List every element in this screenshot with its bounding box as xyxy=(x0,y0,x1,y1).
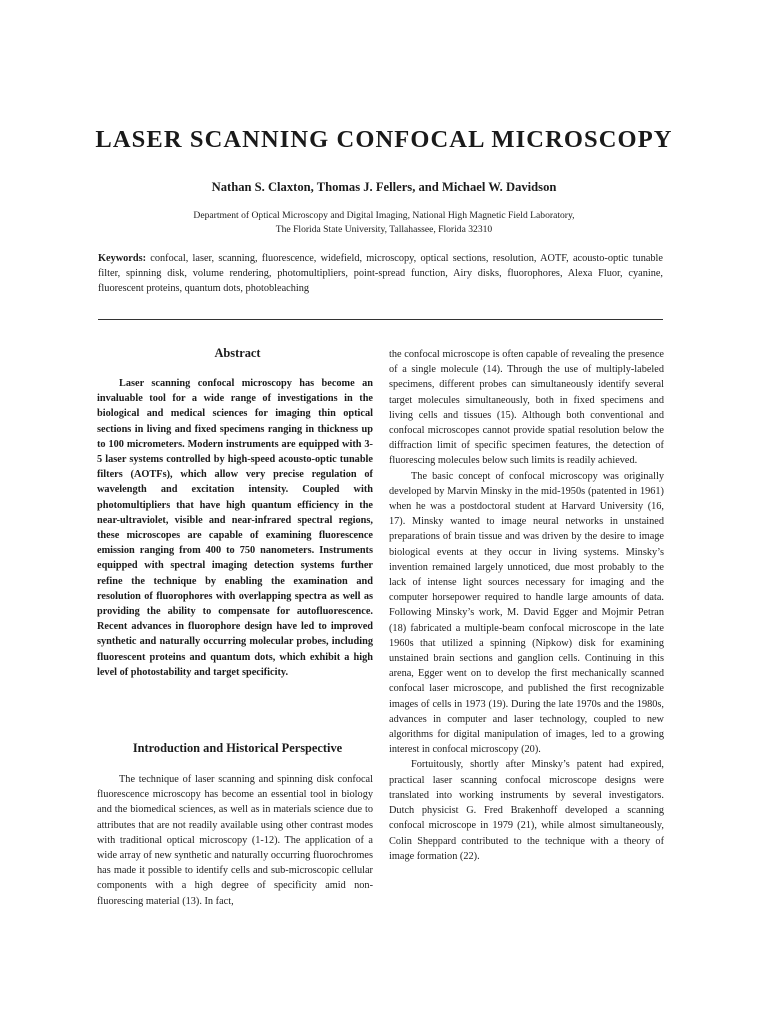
affiliation-line-1: Department of Optical Microscopy and Digital Imaging, National High Magnetic Field Laboratory, xyxy=(193,210,575,221)
header-divider xyxy=(98,319,663,320)
abstract-paragraph: Laser scanning confocal microscopy has become an invaluable tool for a wide range of investigations in the biological and medical sciences for imaging thin optical sections in living and fixed specimens ranging in thickness up to 100 micrometers. Modern instruments are equipped with 3-5 laser systems controlled by high-speed acousto-optic tunable filters (AOTFs), which allow very precise regulation of wavelength and excitation intensity. Coupled with photomultipliers that have high quantum efficiency in the near-ultraviolet, visible and near-infrared spectral regions, these microscopes are capable of examining fluorescence emission ranging from 400 to 750 nanometers. Instruments equipped with spectral imaging detection systems further refine the technique by enabling the examination and resolution of fluorophores with overlapping spectra as well as providing the ability to compensate for autofluorescence. Recent advances in fluorophore design have led to improved synthetic and naturally occurring molecular probes, including fluorescent proteins and quantum dots, which exhibit a high level of photostability and target specificity. xyxy=(97,378,373,678)
keywords-text: confocal, laser, scanning, fluorescence, widefield, microscopy, optical sections, resolution, AOTF, acousto-optic tunable filter, spinning disk, volume rendering, photomultipliers, point-spread function, Airy disks, fluorophores, Alexa Fluor, cyanine, fluorescent proteins, quantum dots, photobleaching xyxy=(98,253,663,295)
abstract-body xyxy=(97,376,373,680)
right-paragraph-1: the confocal microscope is often capable of revealing the presence of a single molecule (14). Through the use of multiply-labeled specimens, different probes can simultaneously identify several target molecules simultaneously, both in fixed specimens and living cells and tissues (15). Although both conventional and confocal microscopes cannot provide spatial resolution below the diffraction limit of specific specimen features, the detection of fluorescing molecules below such limits is readily achieved. xyxy=(389,349,664,467)
intro-body xyxy=(97,772,373,909)
right-column xyxy=(389,347,664,864)
right-paragraph-3: Fortuitously, shortly after Minsky’s patent had expired, practical laser scanning confocal microscope designs were translated into working instruments by several investigators. Dutch physicist G. Fred Brakenhoff developed a scanning confocal microscope in 1979 (21), while almost simultaneously, Colin Sheppard contributed to the technique with a theory of image formation (22). xyxy=(389,759,664,862)
paper-title: LASER SCANNING CONFOCAL MICROSCOPY xyxy=(95,126,673,153)
intro-heading: Introduction and Historical Perspective xyxy=(132,741,343,755)
keywords-block xyxy=(98,251,663,297)
keywords-label: Keywords: xyxy=(98,253,147,264)
abstract-heading: Abstract xyxy=(214,346,261,360)
affiliation xyxy=(60,209,708,236)
affiliation-line-2: The Florida State University, Tallahassee, Florida 32310 xyxy=(275,223,493,235)
author-list: Nathan S. Claxton, Thomas J. Fellers, and Michael W. Davidson xyxy=(211,180,557,194)
intro-paragraph: The technique of laser scanning and spinning disk confocal fluorescence microscopy has become an essential tool in biology and the biomedical sciences, as well as in materials science due to attributes that are not readily available using other contrast modes with traditional optical microscopy (1-12). The application of a wide array of new synthetic and naturally occurring fluorochromes has made it possible to identify cells and sub-microscopic cellular components with a high degree of specificity amid non-fluorescing material (13). In fact, xyxy=(97,774,373,907)
right-paragraph-2: The basic concept of confocal microscopy was originally developed by Marvin Minsky in the mid-1950s (patented in 1961) when he was a postdoctoral student at Harvard University (16, 17). Minsky wanted to image neural networks in unstained preparations of brain tissue and was driven by the desire to image biological events at they occur in living systems. Minsky’s invention remained largely unnoticed, due most probably to the lack of intense light sources necessary for imaging and the computer horsepower required to handle large amounts of data. Following Minsky’s work, M. David Egger and Mojmir Petran (18) fabricated a multiple-beam confocal microscope in the late 1960s that utilized a spinning (Nipkow) disk for examining unstained brain sections and ganglion cells. Continuing in this arena, Egger went on to develop the first mechanically scanned confocal laser microscope, and published the first recognizable images of cells in 1973 (19). During the late 1970s and the 1980s, advances in computer and laser technology, coupled to new algorithms for digital manipulation of images, led to a growing interest in confocal microscopy (20). xyxy=(389,470,664,756)
